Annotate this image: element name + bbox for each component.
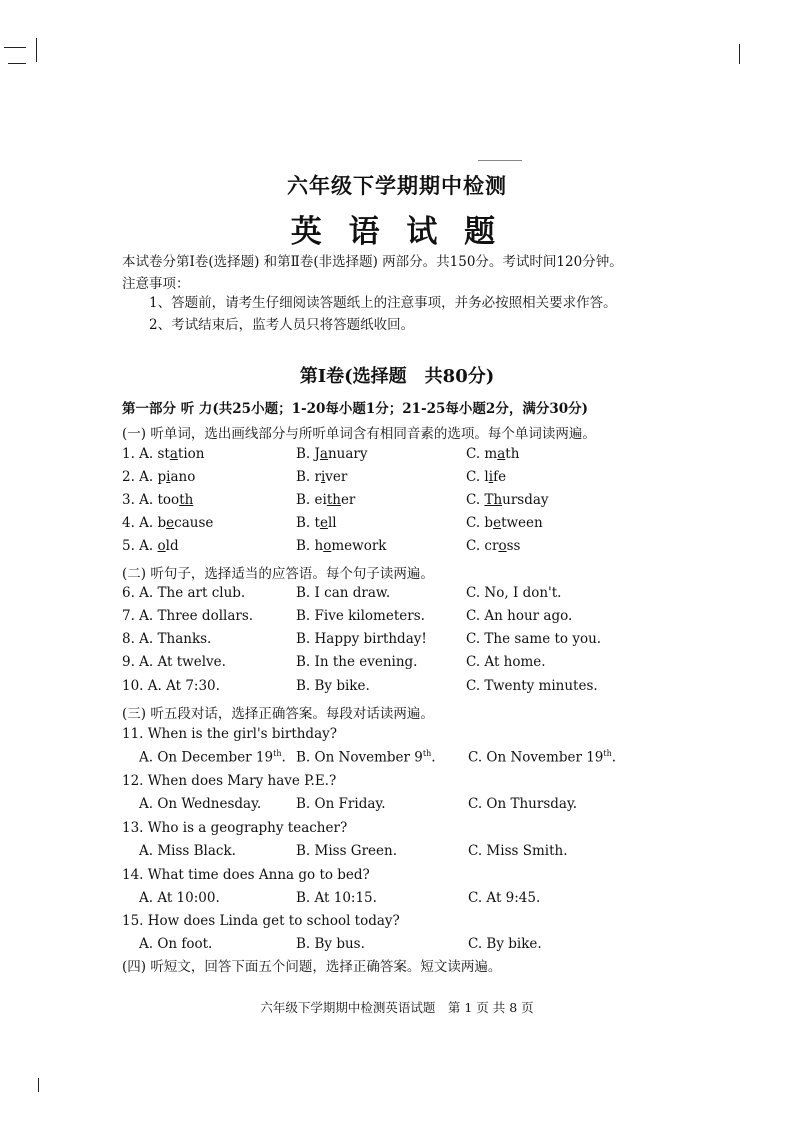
option-c: C. Miss Smith. bbox=[468, 843, 568, 859]
option-a: A. On foot. bbox=[139, 936, 213, 952]
option-b: B. January bbox=[296, 446, 368, 462]
option-a: 4. A. because bbox=[122, 515, 214, 531]
option-b: B. Miss Green. bbox=[296, 843, 397, 859]
option-c: C. life bbox=[466, 469, 507, 485]
scan-mark bbox=[478, 160, 522, 161]
subsection-heading: (三) 听五段对话，选择正确答案。每段对话读两遍。 bbox=[122, 706, 434, 722]
question-text: 13. Who is a geography teacher? bbox=[122, 820, 348, 836]
scan-mark bbox=[36, 38, 37, 62]
option-b: B. Happy birthday! bbox=[296, 631, 427, 647]
intro-line: 1、答题前，请考生仔细阅读答题纸上的注意事项，并务必按照相关要求作答。 bbox=[122, 295, 617, 311]
part-heading: 第一部分 听 力(共25小题；1-20每小题1分；21-25每小题2分，满分30分) bbox=[122, 401, 588, 417]
page-footer: 六年级下学期期中检测英语试题 第 1 页 共 8 页 bbox=[260, 1000, 534, 1015]
section-title: 第Ⅰ卷(选择题 共80分) bbox=[299, 366, 495, 387]
option-a: 8. A. Thanks. bbox=[122, 631, 212, 647]
option-c: C. No, I don't. bbox=[466, 585, 562, 601]
option-a: 3. A. tooth bbox=[122, 492, 194, 508]
option-b: B. By bus. bbox=[296, 936, 365, 952]
option-c: C. On Thursday. bbox=[468, 796, 578, 812]
intro-line: 本试卷分第Ⅰ卷(选择题) 和第Ⅱ卷(非选择题) 两部分。共150分。考试时间120分钟。 bbox=[122, 254, 623, 270]
option-b: B. On November 9th. bbox=[296, 749, 436, 766]
intro-line: 注意事项： bbox=[122, 276, 190, 292]
option-c: C. The same to you. bbox=[466, 631, 602, 647]
question-text: 14. What time does Anna go to bed? bbox=[122, 867, 370, 883]
subsection-heading: (一) 听单词，选出画线部分与所听单词含有相同音素的选项。每个单词读两遍。 bbox=[122, 426, 596, 442]
page-title: 六年级下学期期中检测 bbox=[287, 173, 507, 198]
option-b: B. In the evening. bbox=[296, 654, 418, 670]
option-a: A. At 10:00. bbox=[139, 890, 220, 906]
option-a: 7. A. Three dollars. bbox=[122, 608, 254, 624]
page-subtitle: 英 语 试 题 bbox=[290, 214, 504, 250]
scan-mark bbox=[8, 63, 26, 64]
option-a: 10. A. At 7:30. bbox=[122, 678, 220, 694]
option-a: 2. A. piano bbox=[122, 469, 196, 485]
option-b: B. either bbox=[296, 492, 356, 508]
option-a: 6. A. The art club. bbox=[122, 585, 246, 601]
option-b: B. homework bbox=[296, 538, 387, 554]
option-c: C. Twenty minutes. bbox=[466, 678, 598, 694]
option-a: 1. A. station bbox=[122, 446, 205, 462]
scan-mark bbox=[38, 1078, 39, 1092]
subsection-heading: (二) 听句子，选择适当的应答语。每个句子读两遍。 bbox=[122, 566, 434, 582]
option-c: C. At 9:45. bbox=[468, 890, 541, 906]
scan-mark bbox=[739, 44, 740, 64]
question-text: 11. When is the girl's birthday? bbox=[122, 726, 337, 742]
option-a: 9. A. At twelve. bbox=[122, 654, 226, 670]
subsection-heading: (四) 听短文，回答下面五个问题，选择正确答案。短文读两遍。 bbox=[122, 959, 502, 975]
option-c: C. math bbox=[466, 446, 520, 462]
option-c: C. On November 19th. bbox=[468, 749, 617, 766]
option-c: C. By bike. bbox=[468, 936, 542, 952]
option-c: C. At home. bbox=[466, 654, 546, 670]
option-b: B. On Friday. bbox=[296, 796, 386, 812]
option-c: C. between bbox=[466, 515, 543, 531]
option-a: 5. A. old bbox=[122, 538, 179, 554]
option-b: B. I can draw. bbox=[296, 585, 391, 601]
question-text: 12. When does Mary have P.E.? bbox=[122, 773, 337, 789]
option-b: B. tell bbox=[296, 515, 337, 531]
option-c: C. An hour ago. bbox=[466, 608, 573, 624]
intro-line: 2、考试结束后，监考人员只将答题纸收回。 bbox=[122, 317, 415, 333]
question-text: 15. How does Linda get to school today? bbox=[122, 913, 400, 929]
option-b: B. By bike. bbox=[296, 678, 370, 694]
option-a: A. Miss Black. bbox=[139, 843, 236, 859]
option-b: B. At 10:15. bbox=[296, 890, 377, 906]
option-b: B. Five kilometers. bbox=[296, 608, 425, 624]
option-c: C. cross bbox=[466, 538, 521, 554]
option-b: B. river bbox=[296, 469, 348, 485]
option-a: A. On Wednesday. bbox=[139, 796, 262, 812]
option-c: C. Thursday bbox=[466, 492, 549, 508]
option-a: A. On December 19th. bbox=[139, 749, 286, 766]
scan-mark bbox=[4, 47, 26, 48]
